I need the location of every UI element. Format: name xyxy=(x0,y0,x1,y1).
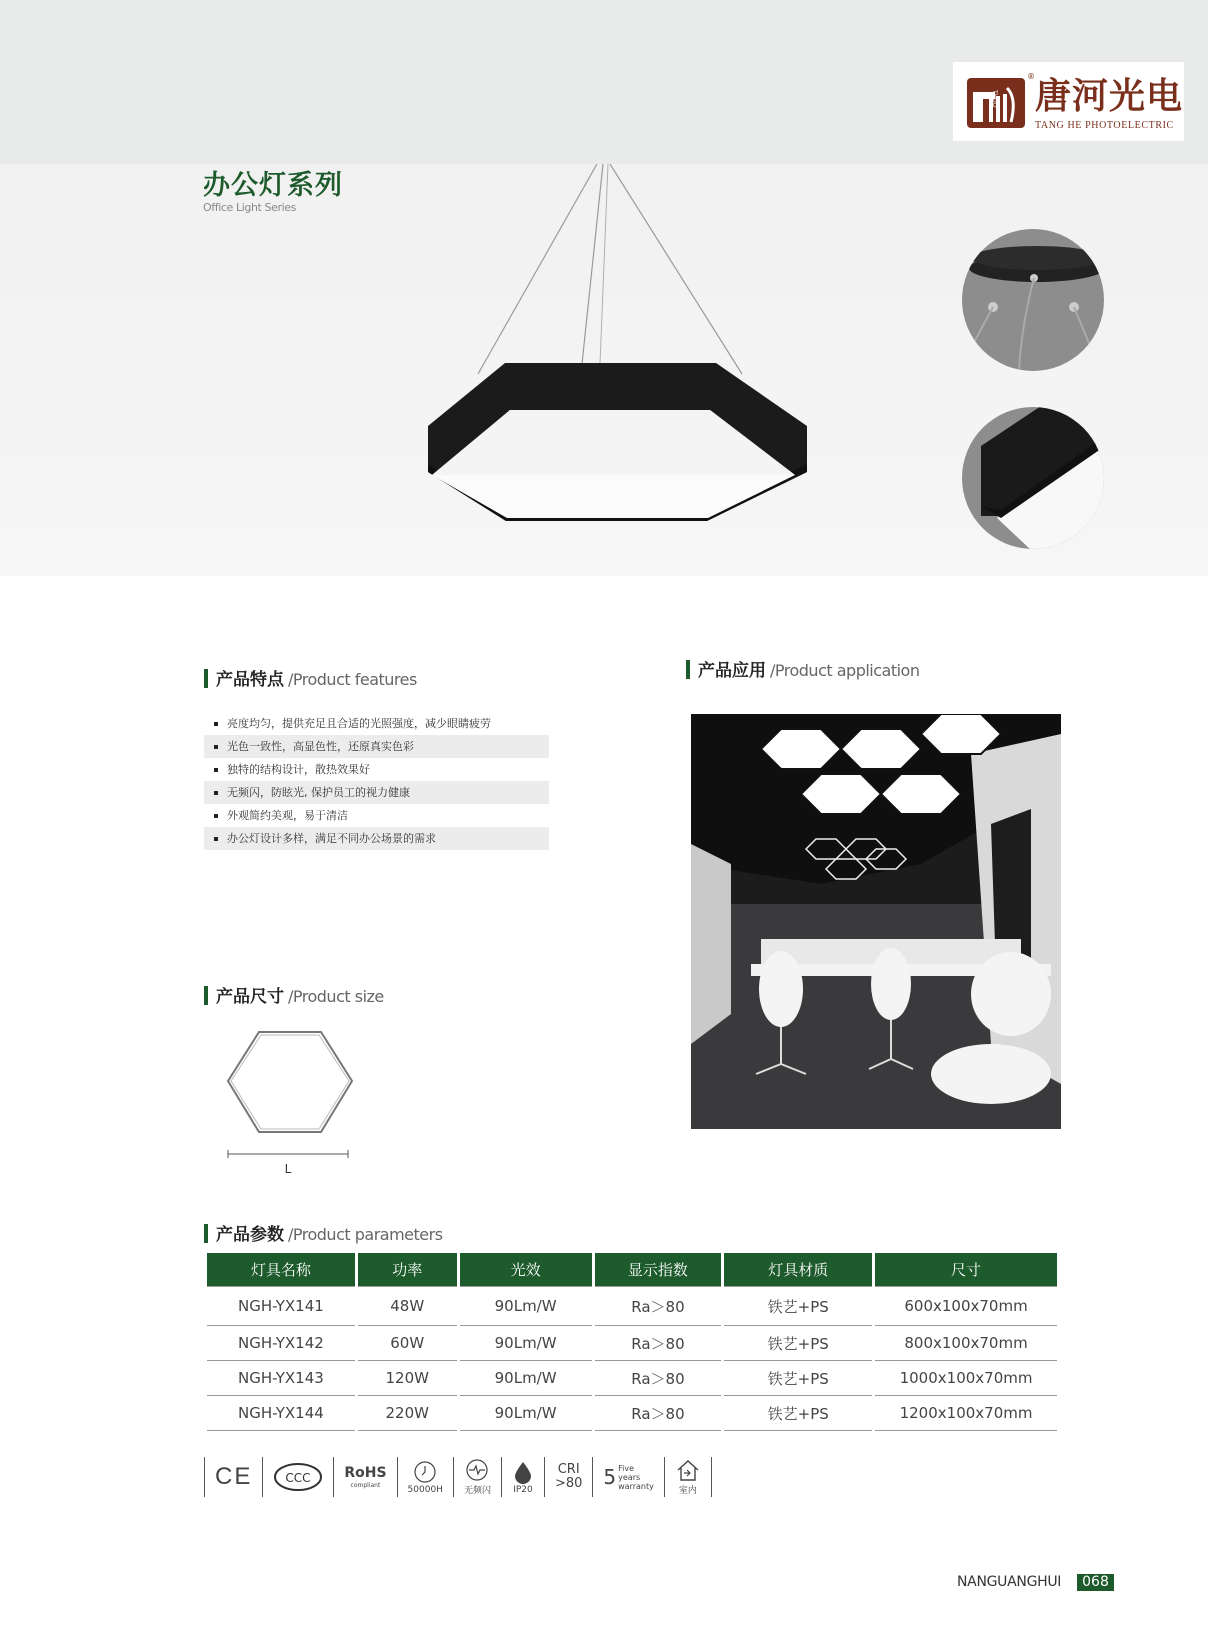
parameters-title-en: /Product parameters xyxy=(288,1225,443,1244)
table-cell: NGH-YX142 xyxy=(207,1326,355,1361)
rohs-mark: RoHS compliant xyxy=(333,1457,396,1497)
table-header-cell: 灯具材质 xyxy=(724,1253,872,1286)
bullet-icon xyxy=(214,791,218,795)
table-row xyxy=(207,1396,1057,1431)
table-cell: 48W xyxy=(358,1286,457,1326)
svg-text:CCC: CCC xyxy=(285,1471,311,1485)
hexagon-size-diagram xyxy=(220,1025,360,1175)
warranty-five: Five xyxy=(618,1463,635,1473)
table-cell: Ra＞80 xyxy=(595,1361,722,1396)
section-accent-bar xyxy=(204,669,208,688)
series-title: 办公灯系列 xyxy=(203,170,343,201)
office-application-photo xyxy=(691,714,1061,1129)
table-header-cell: 光效 xyxy=(460,1253,592,1286)
warranty-number: 5 xyxy=(603,1465,617,1489)
table-cell: 90Lm/W xyxy=(460,1361,592,1396)
table-header-cell: 显示指数 xyxy=(595,1253,722,1286)
table-cell: 120W xyxy=(358,1361,457,1396)
table-cell: 铁艺+PS xyxy=(724,1361,872,1396)
size-title-cn: 产品尺寸 xyxy=(216,987,284,1007)
table-row xyxy=(207,1326,1057,1361)
registered-mark: ® xyxy=(1027,72,1035,81)
features-section-header xyxy=(204,665,417,690)
dimension-label: L xyxy=(284,1162,292,1175)
application-title-cn: 产品应用 xyxy=(698,661,766,681)
size-title-en: /Product size xyxy=(288,987,384,1006)
feature-item: 独特的结构设计，散热效果好 xyxy=(204,758,549,781)
indoor-house-icon xyxy=(675,1458,701,1482)
no-flicker-mark: 无频闪 xyxy=(453,1457,501,1497)
features-list xyxy=(204,712,549,850)
page-number: 068 xyxy=(1077,1574,1114,1591)
section-accent-bar xyxy=(204,986,208,1005)
features-title-en: /Product features xyxy=(288,670,417,689)
table-header-row xyxy=(207,1253,1057,1286)
feature-item: 光色一致性，高显色性，还原真实色彩 xyxy=(204,735,549,758)
table-cell: 800x100x70mm xyxy=(875,1326,1057,1361)
table-cell: 220W xyxy=(358,1396,457,1431)
table-cell: 铁艺+PS xyxy=(724,1286,872,1326)
table-cell: 1200x100x70mm xyxy=(875,1396,1057,1431)
cri-value: >80 xyxy=(554,1476,583,1491)
parameters-section-header xyxy=(204,1220,443,1245)
lamp-edge-detail-image xyxy=(961,406,1105,550)
clock-icon xyxy=(413,1460,437,1484)
table-cell: 90Lm/W xyxy=(460,1326,592,1361)
section-accent-bar xyxy=(686,660,690,679)
table-cell: 铁艺+PS xyxy=(724,1326,872,1361)
ip-rating-mark: IP20 xyxy=(501,1457,544,1497)
lifetime-mark: 50000H xyxy=(397,1457,453,1497)
table-header-cell: 灯具名称 xyxy=(207,1253,355,1286)
ccc-mark xyxy=(262,1457,333,1497)
features-title-cn: 产品特点 xyxy=(216,670,284,690)
bullet-icon xyxy=(214,745,218,749)
parameters-title-cn: 产品参数 xyxy=(216,1225,284,1245)
table-cell: 90Lm/W xyxy=(460,1396,592,1431)
table-cell: 600x100x70mm xyxy=(875,1286,1057,1326)
brand-logo xyxy=(953,62,1184,141)
rohs-icon: RoHS xyxy=(344,1465,387,1481)
table-cell: Ra＞80 xyxy=(595,1326,722,1361)
application-section-header xyxy=(686,656,919,681)
parameters-table xyxy=(204,1253,1060,1431)
ce-mark xyxy=(204,1457,262,1497)
table-cell: NGH-YX141 xyxy=(207,1286,355,1326)
bullet-icon xyxy=(214,837,218,841)
ce-icon: CE xyxy=(215,1463,253,1490)
section-accent-bar xyxy=(204,1224,208,1243)
ccc-icon xyxy=(273,1462,323,1492)
bullet-icon xyxy=(214,768,218,772)
cri-label: CRI xyxy=(557,1462,580,1477)
warranty-word: warranty xyxy=(618,1481,654,1491)
table-row xyxy=(207,1286,1057,1326)
table-cell: 90Lm/W xyxy=(460,1286,592,1326)
feature-item: 无频闪，防眩光, 保护员工的视力健康 xyxy=(204,781,549,804)
indoor-mark: 室内 xyxy=(664,1457,712,1497)
table-header-cell: 尺寸 xyxy=(875,1253,1057,1286)
feature-item: 外观简约美观，易于清洁 xyxy=(204,804,549,827)
warranty-mark xyxy=(592,1457,663,1497)
table-cell: Ra＞80 xyxy=(595,1396,722,1431)
size-section-header xyxy=(204,982,384,1007)
bullet-icon xyxy=(214,722,218,726)
table-cell: 1000x100x70mm xyxy=(875,1361,1057,1396)
application-title-en: /Product application xyxy=(770,661,920,680)
certification-row xyxy=(204,1457,712,1497)
table-cell: NGH-YX144 xyxy=(207,1396,355,1431)
warranty-years: years xyxy=(618,1472,641,1482)
svg-text:THGD: THGD xyxy=(991,90,998,108)
water-drop-icon xyxy=(512,1460,534,1484)
table-cell: NGH-YX143 xyxy=(207,1361,355,1396)
feature-item: 办公灯设计多样，满足不同办公场景的需求 xyxy=(204,827,549,850)
series-subtitle: Office Light Series xyxy=(203,201,296,214)
table-cell: 铁艺+PS xyxy=(724,1396,872,1431)
no-flicker-icon xyxy=(465,1458,489,1482)
table-cell: 60W xyxy=(358,1326,457,1361)
ceiling-canopy-detail-image xyxy=(961,228,1105,372)
bullet-icon xyxy=(214,814,218,818)
brand-name-cn: 唐河光电 xyxy=(1035,75,1184,117)
hexagon-pendant-lamp-image xyxy=(400,164,820,534)
table-row xyxy=(207,1361,1057,1396)
table-header-cell: 功率 xyxy=(358,1253,457,1286)
footer-brand: NANGUANGHUI xyxy=(957,1574,1062,1590)
feature-item: 亮度均匀，提供充足且合适的光照强度，减少眼睛疲劳 xyxy=(204,712,549,735)
brand-name-en: TANG HE PHOTOELECTRIC xyxy=(1035,120,1174,131)
table-cell: Ra＞80 xyxy=(595,1286,722,1326)
brand-mark-icon xyxy=(967,78,1025,128)
cri-mark xyxy=(544,1457,592,1497)
